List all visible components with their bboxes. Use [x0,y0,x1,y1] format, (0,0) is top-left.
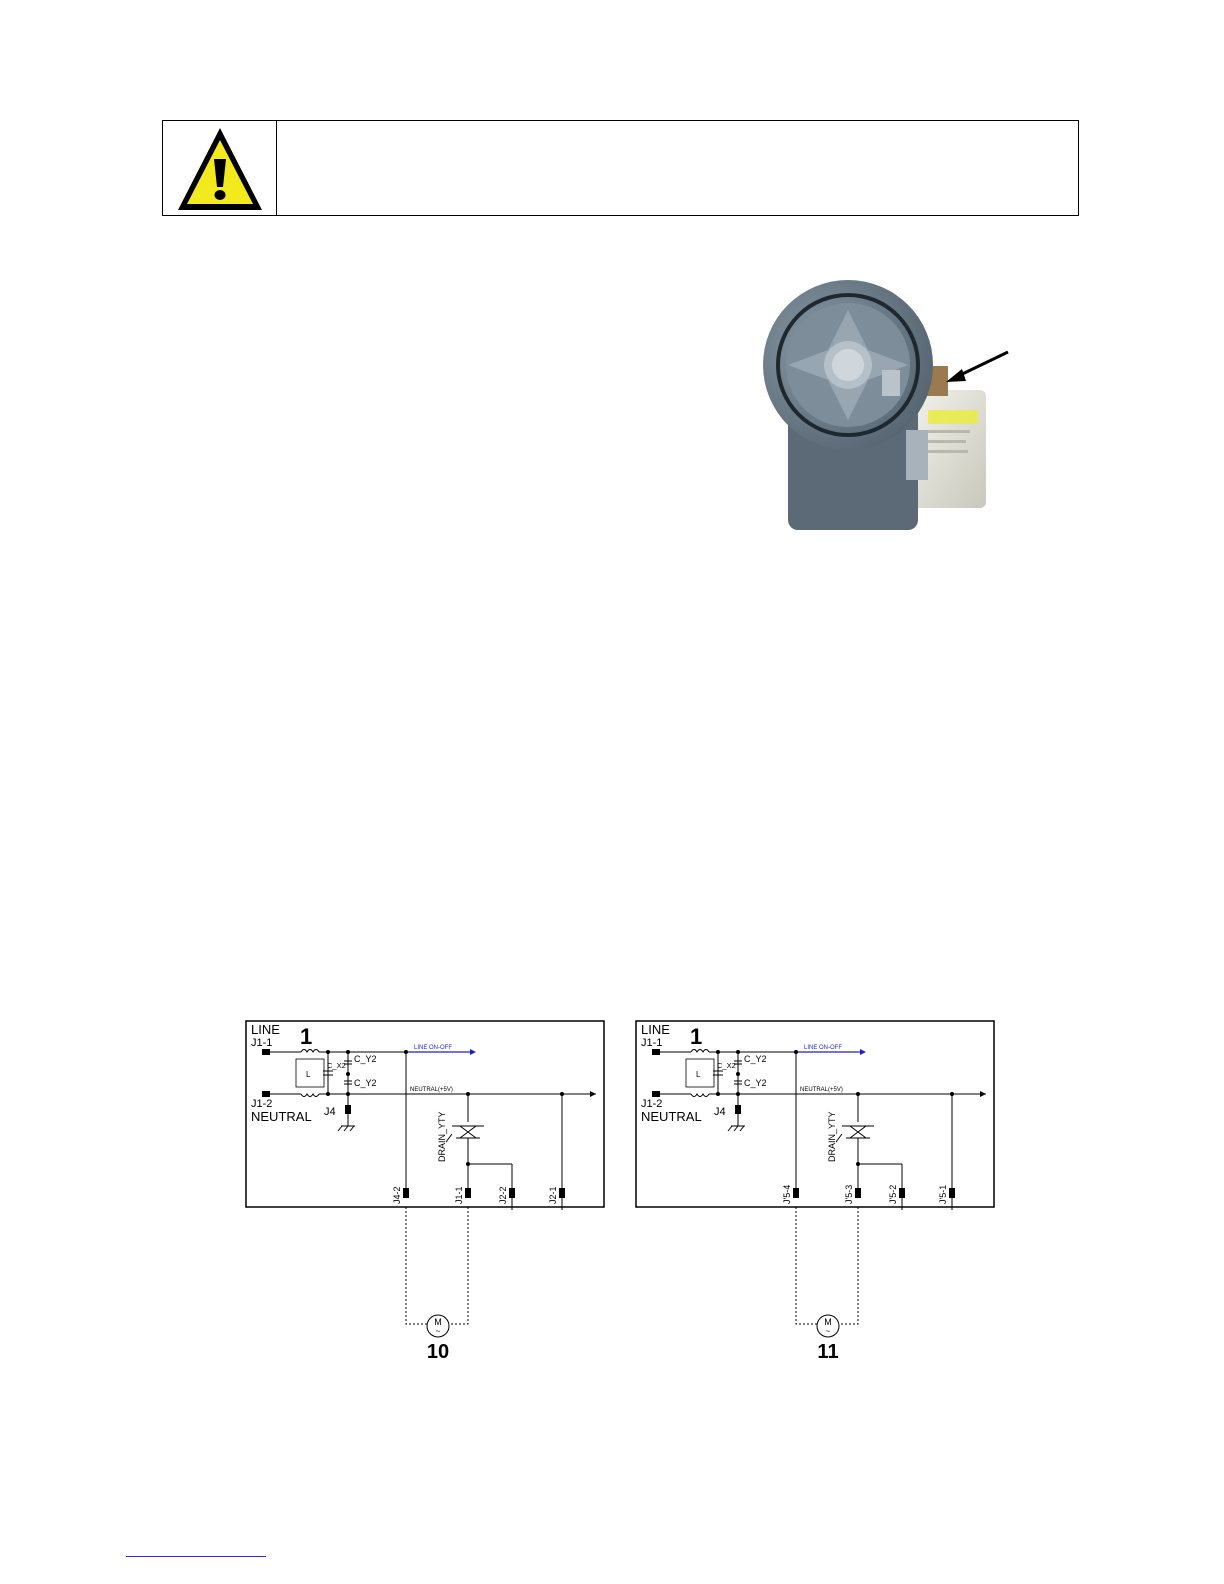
connector-label: J4-2 [392,1186,402,1204]
c-x2-label: C_X2 [717,1061,736,1070]
triac-symbol [842,1126,874,1138]
j4-terminal [345,1105,351,1114]
connector-pin [465,1188,471,1198]
connector-pin [855,1188,861,1198]
j1-2-label: J1-2 [251,1098,273,1110]
c-x2-label: C_X2 [327,1061,346,1070]
svg-text:M: M [434,1317,442,1327]
j4-label: J4 [324,1106,336,1118]
schematic-left [238,1014,618,1366]
j1-2-terminal [652,1091,660,1097]
connector-pin [793,1188,799,1198]
c-y2-top-label: C_Y2 [744,1054,767,1064]
motor-number: 11 [817,1341,839,1363]
motor-icon [817,1315,839,1337]
c-y2-bottom-label: C_Y2 [354,1078,377,1088]
neutral-label: NEUTRAL [251,1109,312,1124]
j1-1-label: J1-1 [251,1037,273,1049]
svg-text:~: ~ [435,1327,441,1336]
connector-label: J'5-4 [782,1184,792,1204]
j4-label: J4 [714,1106,726,1118]
warning-triangle-icon [175,125,265,213]
connector-pin [559,1188,565,1198]
inductor-label: L [696,1070,701,1079]
svg-text:~: ~ [825,1327,831,1336]
connector-pin [403,1188,409,1198]
motor-icon [427,1315,449,1337]
motor-number: 10 [426,1341,450,1363]
connector-label: J1-1 [454,1186,464,1204]
drain-pump-photo [758,270,1028,545]
j1-1-terminal [262,1049,270,1055]
line-on-off-label: LINE ON-OFF [414,1045,453,1051]
warning-text [289,131,1068,205]
triac-symbol [452,1126,484,1138]
neutral-label: NEUTRAL [641,1109,702,1124]
connector-label: J'5-3 [844,1184,854,1204]
j1-1-terminal [652,1049,660,1055]
warning-box [162,120,1079,216]
c-y2-bottom-label: C_Y2 [744,1078,767,1088]
connector-label: J'5-1 [938,1184,948,1204]
connector-label: J2-1 [548,1186,558,1204]
j1-2-label: J1-2 [641,1098,663,1110]
schematic-right [628,1014,1008,1366]
line-on-off-label: LINE ON-OFF [804,1045,843,1051]
coil-label-sticker [928,410,978,424]
neutral-5v-label: NEUTRAL(+5V) [410,1087,453,1093]
svg-text:M: M [824,1317,832,1327]
connector-pin [949,1188,955,1198]
footer-link-underline[interactable] [126,1556,266,1557]
inductor-label: L [306,1070,311,1079]
mount-tab [882,370,900,396]
connector-label: J2-2 [498,1186,508,1204]
connector-pin [509,1188,515,1198]
warning-icon-cell [163,121,277,215]
line-label: LINE [641,1022,670,1037]
triac-label: DRAIN_YTY [437,1111,447,1162]
c-y2-top-label: C_Y2 [354,1054,377,1064]
neutral-5v-label: NEUTRAL(+5V) [800,1087,843,1093]
j4-terminal [735,1105,741,1114]
connector-pin [899,1188,905,1198]
triac-label: DRAIN_YTY [827,1111,837,1162]
arrow-icon [946,352,1008,382]
ref-number: 1 [690,1024,703,1049]
line-label: LINE [251,1022,280,1037]
j1-1-label: J1-1 [641,1037,663,1049]
ref-number: 1 [300,1024,313,1049]
j1-2-terminal [262,1091,270,1097]
connector-label: J'5-2 [888,1184,898,1204]
